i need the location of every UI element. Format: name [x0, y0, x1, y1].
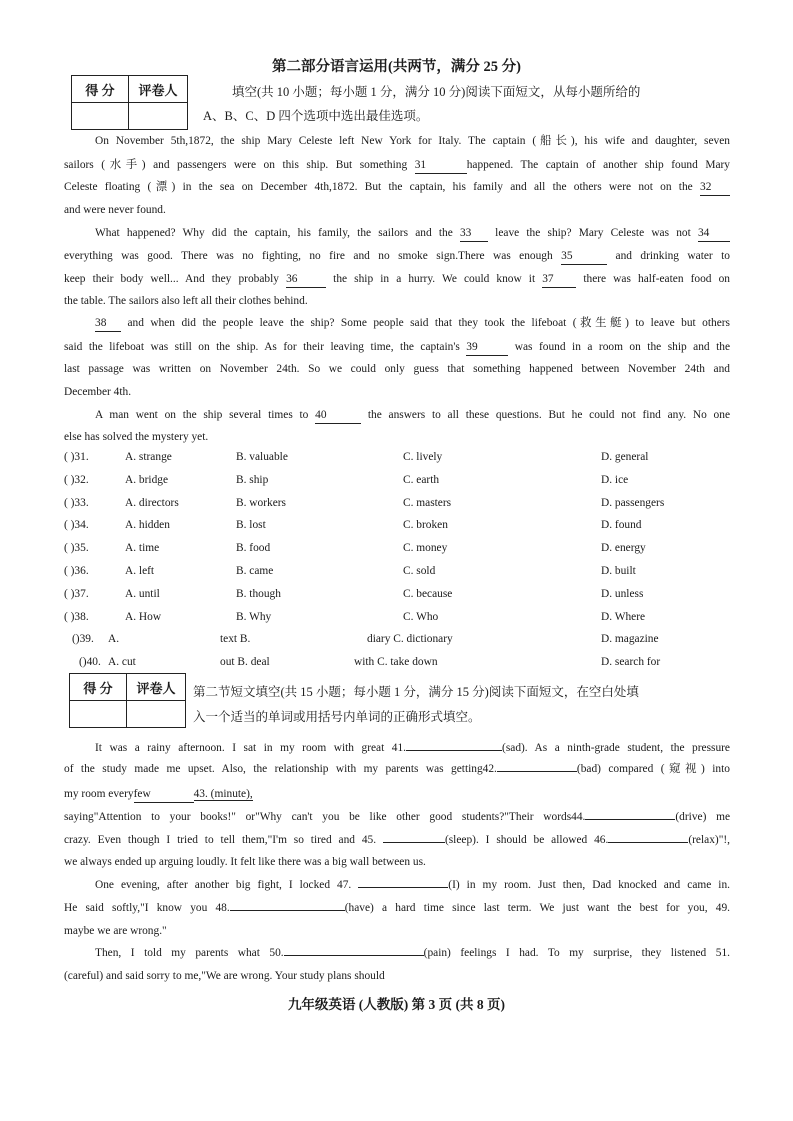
option-b: B. food [236, 542, 271, 555]
s2-text: (sleep). I should be allowed 46. [444, 834, 609, 846]
grader-cell[interactable] [129, 103, 188, 130]
s1-text: On November 5th,1872, the ship Mary Celeste left New York for Italy. The captain (船长), his wife and daughter, seven [95, 135, 730, 147]
s2-text: (I) in my room. Just then, Dad knocked and came in. [448, 879, 731, 891]
s1-line [64, 290, 464, 313]
option-b: B. workers [236, 496, 286, 509]
s2-blank[interactable] [497, 771, 577, 772]
question-number[interactable]: ( )31. [64, 451, 89, 463]
s2-line [64, 806, 730, 829]
score-box-2 [69, 673, 186, 728]
s1-text: leave the ship? Mary Celeste was not [487, 227, 698, 239]
option-d: D. ice [601, 473, 629, 486]
option-d: D. energy [601, 542, 646, 555]
s2-line [64, 920, 264, 943]
s2-text: Then, I told my parents what 50. [95, 947, 284, 959]
s2-blank[interactable] [383, 842, 445, 843]
option-a: A. until [125, 587, 160, 600]
s1-text: everything was good. There was no fighting, no fire and no smoke sign.There was enough [64, 250, 562, 262]
option-d: D. general [601, 451, 649, 463]
s2-line [64, 758, 730, 781]
s1-line [95, 312, 730, 335]
s2-text: we always ended up arguing loudly. It felt like there was a big wall between us. [64, 856, 426, 868]
s2-blank[interactable] [406, 750, 502, 751]
option-c: C. money [403, 542, 448, 555]
s1-text: said the lifeboat was still on the ship. As for their leaving time, the captain's [64, 341, 467, 353]
option-c: C. broken [403, 519, 448, 532]
option-d: D. passengers [601, 496, 665, 509]
section2-instruction: 第二节短文填空(共 15 小题；每小题 1 分，满分 15 分)阅读下面短文，在空白处填 [193, 685, 639, 699]
s1-blank[interactable]: 32 [700, 180, 730, 196]
question-number[interactable]: ( )33. [64, 496, 89, 509]
s1-text: December 4th. [64, 386, 132, 398]
s1-text: happened. The captain of another ship found Mary [466, 159, 730, 171]
s2-text: (sad). As a ninth-grade student, the pressure [502, 742, 730, 754]
s2-text: crazy. Even though I tried to tell them,"I'm so tired and 45. [64, 834, 383, 846]
option-b: B. ship [236, 473, 269, 486]
s2-line [64, 851, 494, 874]
s1-text: was found in a room on the ship and the [508, 341, 730, 353]
option-c: C. masters [403, 496, 452, 509]
section2-instruction-2: 入一个适当的单词或用括号内单词的正确形式填空。 [193, 710, 481, 724]
page-footer: 九年级英语 (人教版) 第 3 页 (共 8 页) [287, 997, 506, 1012]
option-c: C. sold [403, 565, 436, 577]
option-a: A. directors [125, 496, 179, 509]
s2-blank[interactable]: few [134, 787, 194, 803]
s1-text: last passage was written on November 24th. So we could only guess that something happened between November 24th and [64, 363, 730, 375]
s1-blank[interactable]: 33 [460, 226, 488, 242]
s1-line [64, 426, 364, 449]
s2-text: (bad) compared (窥视) into [576, 763, 730, 775]
score-label-2: 得 分 [70, 674, 127, 701]
option-a: A. bridge [125, 473, 169, 486]
s2-text: (have) a hard time since last term. We just want the best for you, 49. [344, 902, 730, 914]
option-c: diary C. dictionary [367, 633, 453, 646]
s2-blank[interactable] [585, 819, 675, 820]
s2-text: (drive) me [675, 811, 730, 823]
option-c: with C. take down [354, 656, 438, 669]
s1-line [95, 222, 730, 245]
option-b: B. lost [236, 519, 266, 532]
s2-blank[interactable] [284, 955, 424, 956]
option-a: A. cut [108, 656, 136, 669]
s1-text: keep their body well... And they probably [64, 273, 287, 285]
s1-line [64, 199, 264, 222]
s1-blank[interactable]: 37 [542, 272, 576, 288]
s2-text: It was a rainy afternoon. I sat in my room with great 41. [95, 742, 407, 754]
s1-text: there was half-eaten food on [576, 273, 730, 285]
option-b: B. valuable [236, 451, 288, 463]
s1-text: Celeste floating (漂) in the sea on December 4th,1872. But the captain, his family and all the others were not on the [64, 181, 700, 193]
s2-blank[interactable] [230, 910, 345, 911]
s2-line [64, 829, 730, 852]
s2-text: saying"Attention to your books!" or"Why can't you be like other good students?"Their words44. [64, 811, 586, 823]
option-c: C. lively [403, 451, 443, 463]
option-a: A. left [125, 565, 155, 577]
option-d: D. built [601, 565, 636, 577]
s1-blank[interactable]: 35 [561, 249, 607, 265]
question-number[interactable]: ( )32. [64, 473, 89, 486]
option-d: D. search for [601, 656, 661, 669]
option-b: text B. [220, 633, 251, 646]
option-b: B. Why [236, 610, 272, 623]
s1-text: the ship in a hurry. We could know it [326, 273, 543, 285]
score-box [71, 75, 188, 130]
option-b: out B. deal [220, 656, 270, 669]
option-a: A. How [125, 610, 162, 623]
s2-text: (careful) and said sorry to me,"We are wrong. Your study plans should [64, 970, 385, 982]
s1-blank[interactable]: 39 [466, 340, 508, 356]
score-label: 得 分 [72, 76, 129, 103]
option-a: A. [108, 633, 120, 646]
s2-text: 43. (minute), [193, 788, 253, 800]
s1-line [64, 268, 730, 291]
s1-text: What happened? Why did the captain, his family, the sailors and the [95, 227, 460, 239]
s2-text: He said softly,"I know you 48. [64, 902, 230, 914]
s1-text: and drinking water to [607, 250, 730, 262]
section1-instruction-2: A、B、C、D 四个选项中选出最佳选项。 [203, 109, 429, 123]
question-number[interactable]: ( )36. [64, 565, 89, 577]
s1-text: else has solved the mystery yet. [64, 431, 209, 443]
s1-text: and were never found. [64, 204, 166, 216]
s1-line [64, 154, 730, 177]
s1-line [64, 381, 264, 404]
s1-line [95, 130, 730, 153]
option-d: D. Where [601, 610, 646, 623]
grader-cell-2[interactable] [127, 701, 186, 728]
s1-text: the answers to all these questions. But he could not find any. No one [361, 409, 730, 421]
score-cell-2[interactable] [70, 701, 127, 728]
s1-line [64, 336, 730, 359]
grader-label-2: 评卷人 [127, 674, 186, 701]
s1-text: and when did the people leave the ship? Some people said that they took the lifeboat (救生艇) to leave but others [121, 317, 730, 329]
s1-text: A man went on the ship several times to [95, 409, 316, 421]
s2-text: One evening, after another big fight, I locked 47. [95, 879, 359, 891]
s1-blank[interactable]: 40 [315, 408, 361, 424]
s1-blank[interactable]: 36 [286, 272, 326, 288]
question-number[interactable]: ( )34. [64, 519, 89, 532]
option-c: C. Who [403, 610, 439, 623]
option-d: D. found [601, 519, 642, 532]
s2-line [64, 965, 464, 988]
option-b: B. came [236, 565, 274, 577]
question-number[interactable]: ()40. [79, 656, 101, 669]
s1-line [64, 245, 730, 268]
s1-line [64, 176, 730, 199]
s1-blank[interactable]: 31 [415, 158, 467, 174]
s2-blank[interactable] [608, 842, 688, 843]
s2-text: my room every [64, 788, 134, 800]
s2-text: of the study made me upset. Also, the relationship with my parents was getting42. [64, 763, 497, 775]
s2-line [95, 737, 730, 760]
s1-blank[interactable]: 34 [698, 226, 730, 242]
s1-text: sailors (水手) and passengers were on this ship. But something [64, 159, 415, 171]
s1-text: the table. The sailors also left all their clothes behind. [64, 295, 308, 307]
s2-blank[interactable] [358, 887, 448, 888]
section1-instruction: 填空(共 10 小题；每小题 1 分，满分 10 分)阅读下面短文，从每小题所给的 [232, 85, 641, 99]
section-title: 第二部分语言运用(共两节，满分 25 分) [272, 59, 521, 75]
question-number[interactable]: ( )37. [64, 587, 89, 600]
s2-text: (pain) feelings I had. To my surprise, they listened 51. [423, 947, 730, 959]
option-b: B. though [236, 587, 281, 600]
s1-blank[interactable]: 38 [95, 316, 121, 332]
option-c: C. earth [403, 473, 440, 486]
question-number[interactable]: ( )38. [64, 610, 89, 623]
s2-line [64, 897, 730, 920]
s1-line [95, 404, 730, 427]
score-cell[interactable] [72, 103, 129, 130]
question-number[interactable]: ( )35. [64, 542, 89, 555]
option-a: A. hidden [125, 519, 170, 532]
grader-label: 评卷人 [129, 76, 188, 103]
s2-line [64, 783, 364, 806]
question-number[interactable]: ()39. [72, 633, 94, 646]
option-a: A. time [125, 542, 160, 555]
option-c: C. because [403, 587, 453, 600]
s2-line [95, 874, 730, 897]
s2-line [95, 942, 730, 965]
option-a: A. strange [125, 451, 172, 463]
s1-line [64, 358, 730, 381]
option-d: D. unless [601, 587, 644, 600]
s2-text: (relax)"!, [688, 834, 730, 846]
option-d: D. magazine [601, 633, 659, 646]
s2-text: maybe we are wrong." [64, 925, 167, 937]
